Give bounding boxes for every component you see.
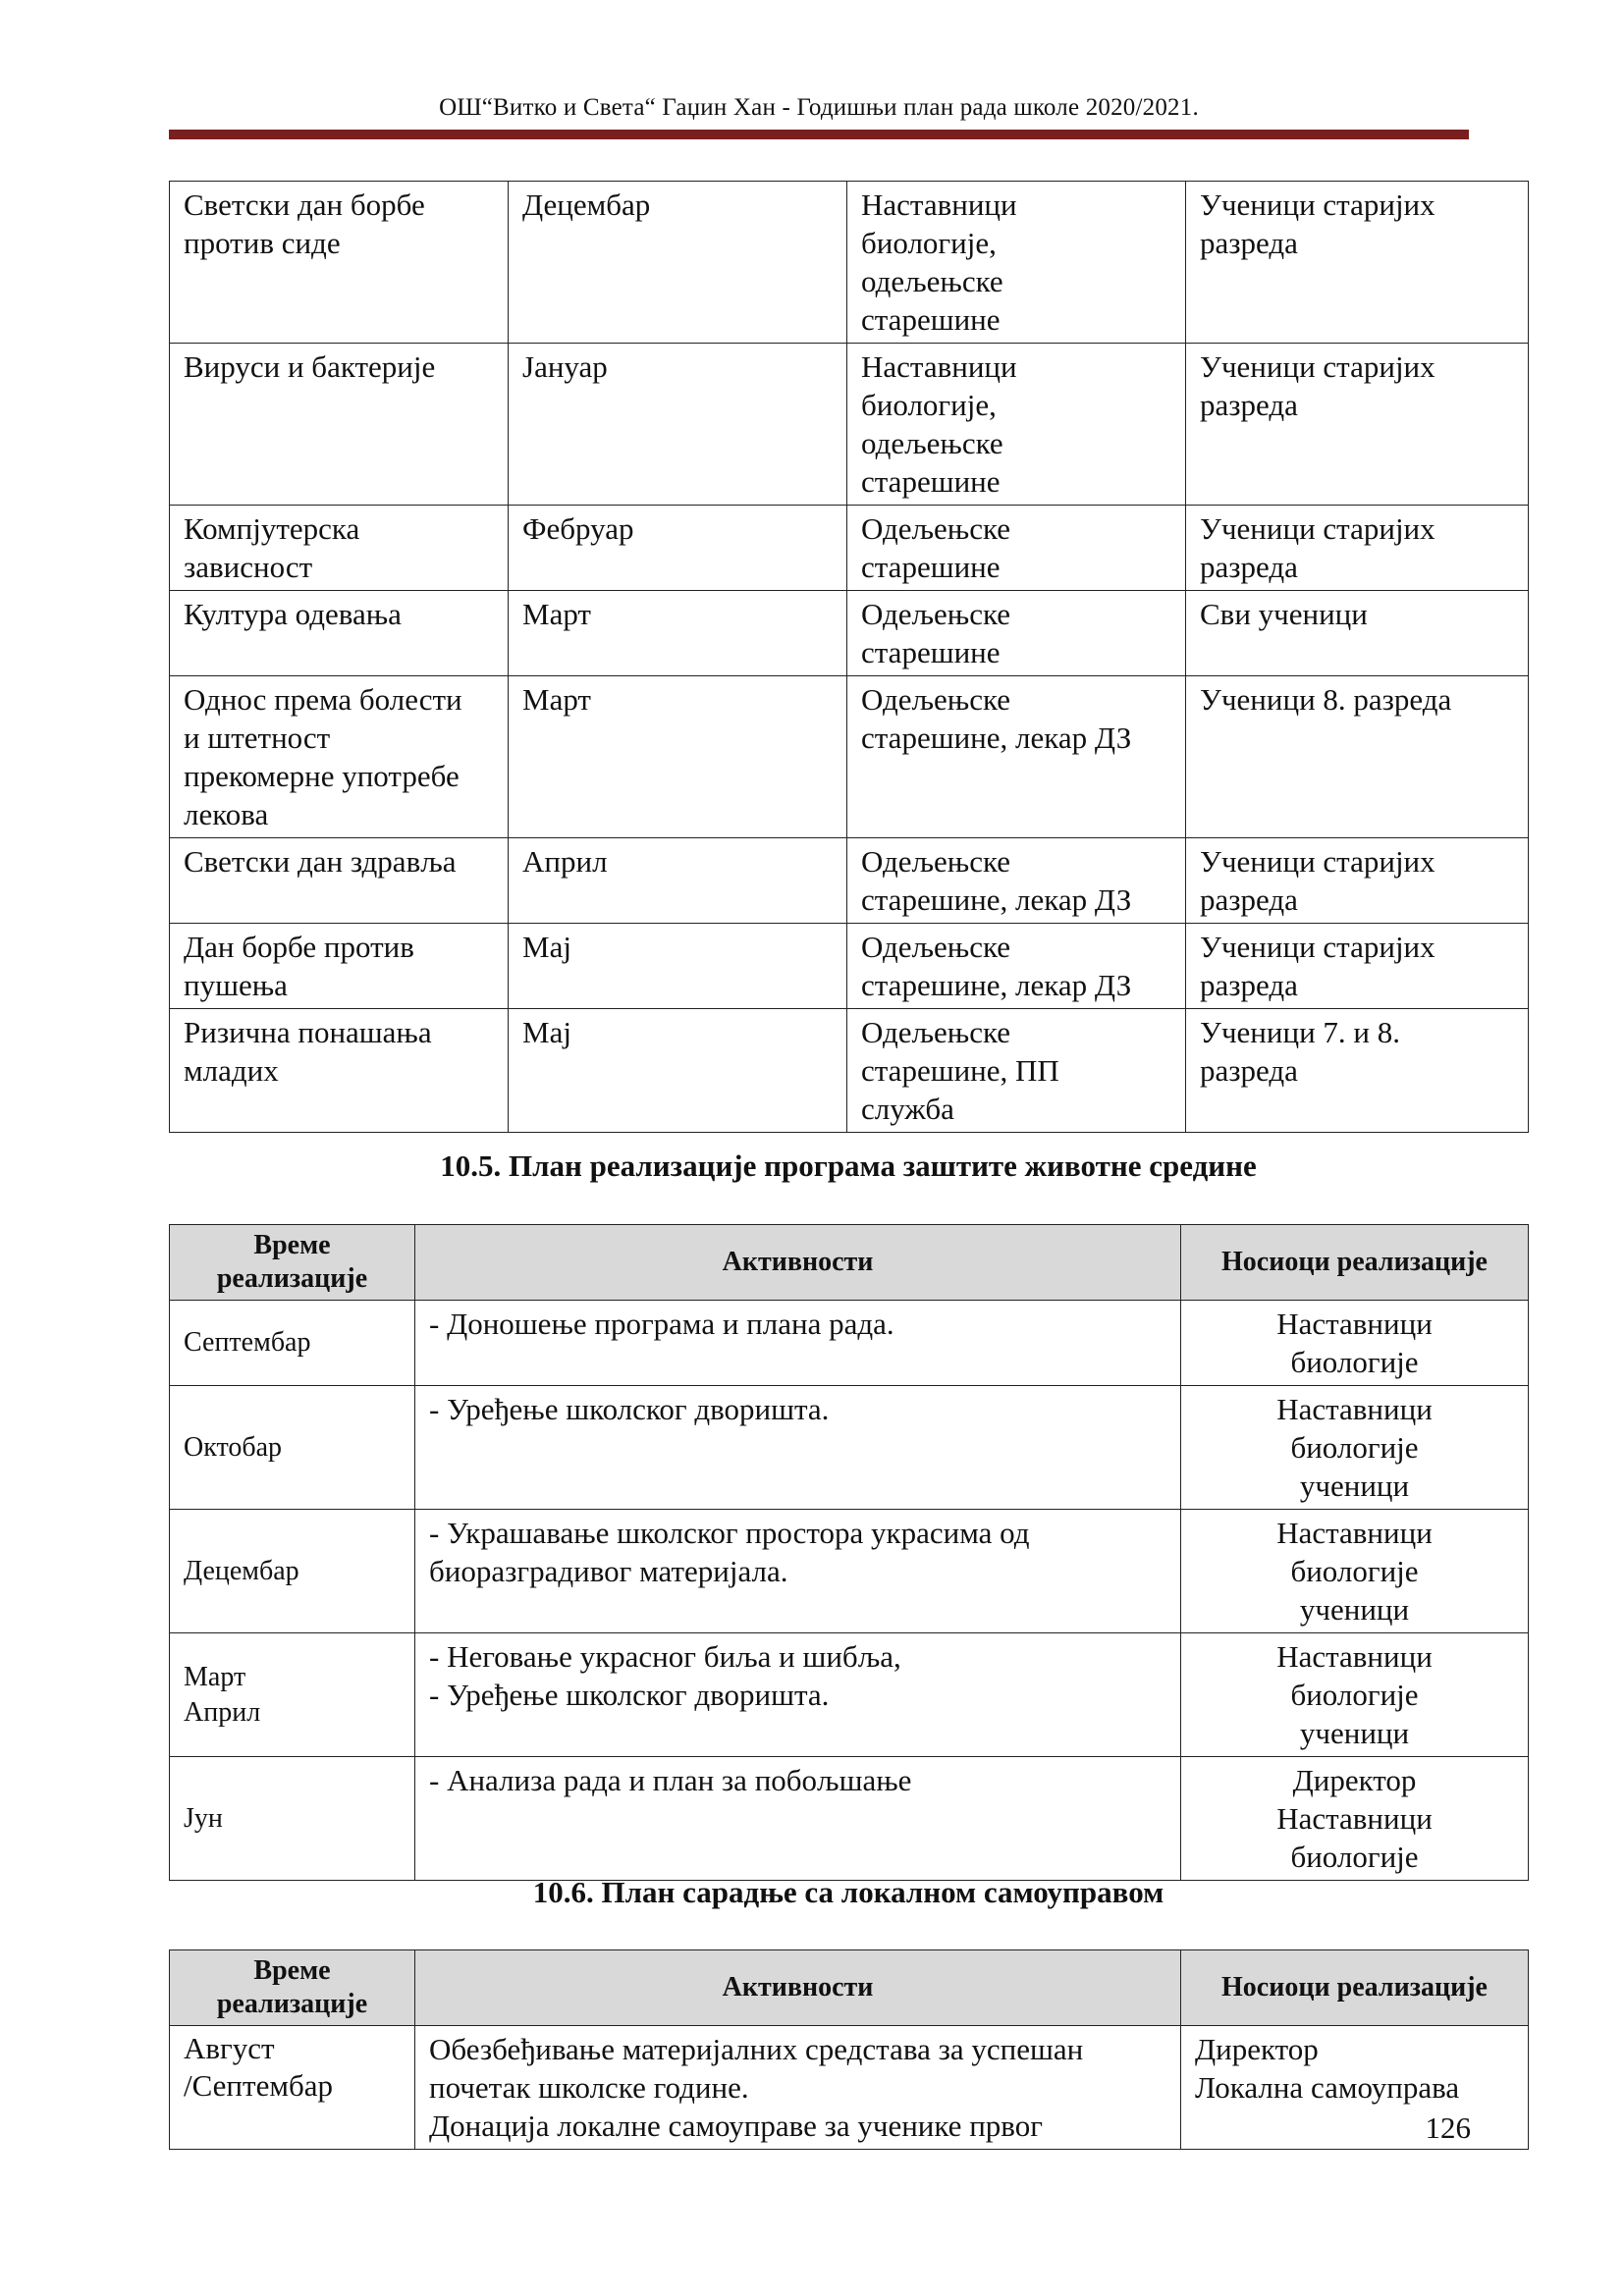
time-cell (509, 344, 847, 506)
carriers-cell-line: биологије, (861, 226, 997, 260)
carriers-cell (847, 838, 1186, 924)
activity-cell (170, 838, 509, 924)
activity-cell-line: лекова (184, 797, 269, 831)
carriers-cell-line: Одељењске (861, 930, 1011, 964)
health-program-table (169, 181, 1529, 1133)
time-cell (170, 1757, 415, 1881)
time-cell-line: Октобар (184, 1431, 282, 1463)
section-title-10-6: 10.6. План сарадње са локалном самоуправом (532, 1875, 1164, 1909)
time-cell (509, 838, 847, 924)
activity-cell-line: Култура одевања (184, 597, 402, 631)
section-title-10-5: 10.5. План реализације програма заштите животне средине (440, 1148, 1257, 1183)
carriers-cell (847, 591, 1186, 676)
activities-cell-line: - Анализа рада и план за побољшање (429, 1763, 912, 1797)
carriers-cell-line: Наставници (1276, 1639, 1433, 1674)
header-carriers: Носиоци реализације (1181, 1225, 1529, 1301)
table-row (170, 924, 1529, 1009)
time-cell-line: Септембар (184, 1327, 311, 1358)
participants-cell (1186, 506, 1529, 591)
participants-cell (1186, 676, 1529, 838)
participants-cell-line: разреда (1200, 550, 1298, 584)
activities-cell-line: Обезбеђивање материјалних средстава за успешан (429, 2032, 1084, 2066)
carriers-cell (1181, 1510, 1529, 1633)
time-cell-line: Март (522, 682, 591, 717)
carriers-cell (1181, 1633, 1529, 1757)
activity-cell (170, 924, 509, 1009)
activity-cell-line: Светски дан здравља (184, 844, 457, 879)
participants-cell-line: Сви ученици (1200, 597, 1368, 631)
time-cell-line: Јун (184, 1802, 223, 1834)
carriers-cell-line: старешине (861, 550, 1001, 584)
carriers-cell-line: биологије (1290, 1345, 1419, 1379)
carriers-cell (847, 676, 1186, 838)
carriers-cell-line: старешине (861, 302, 1001, 337)
health-program-table-body (170, 182, 1529, 1133)
time-cell-line: Април (522, 844, 608, 879)
carriers-cell-line: Одељењске (861, 511, 1011, 546)
carriers-cell-line: биологије, (861, 388, 997, 422)
participants-cell-line: Ученици 8. разреда (1200, 682, 1452, 717)
time-cell-line: Мај (522, 930, 571, 964)
carriers-cell (1181, 1757, 1529, 1881)
time-cell (509, 506, 847, 591)
table-header-row (170, 1225, 1529, 1301)
carriers-cell-line: биологије (1290, 1430, 1419, 1465)
activities-cell-line: почетак школске године. (429, 2070, 749, 2105)
time-cell (170, 1633, 415, 1757)
participants-cell-line: разреда (1200, 968, 1298, 1002)
activity-cell (170, 182, 509, 344)
activities-cell (415, 1301, 1181, 1386)
carriers-cell (1181, 2026, 1529, 2150)
table-row (170, 506, 1529, 591)
activities-cell-line: - Уређење школског дворишта. (429, 1392, 830, 1426)
table-row (170, 344, 1529, 506)
carriers-cell-line: биологије (1290, 1678, 1419, 1712)
carriers-cell (1181, 1301, 1529, 1386)
page-number: 126 (1425, 2110, 1471, 2145)
carriers-cell-line: Наставници (1276, 1392, 1433, 1426)
carriers-cell (1181, 1386, 1529, 1510)
header-activities: Активности (415, 1950, 1181, 2026)
activities-cell (415, 2026, 1181, 2150)
table-row (170, 1009, 1529, 1133)
time-cell-line: Децембар (184, 1555, 299, 1586)
time-cell (509, 1009, 847, 1133)
activities-cell (415, 1386, 1181, 1510)
environment-program-table (169, 1224, 1529, 1881)
carriers-cell-line: Наставници (1276, 1516, 1433, 1550)
participants-cell (1186, 838, 1529, 924)
activities-cell-line: - Украшавање школског простора украсима од (429, 1516, 1030, 1550)
time-cell (509, 591, 847, 676)
activity-cell (170, 1009, 509, 1133)
carriers-cell-line: одељењске (861, 426, 1003, 460)
time-cell-line: Јануар (522, 349, 608, 384)
activities-cell (415, 1510, 1181, 1633)
header-time: Време реализације (170, 1225, 415, 1301)
time-cell-line: Април (184, 1696, 261, 1728)
activities-cell (415, 1633, 1181, 1757)
time-cell (509, 182, 847, 344)
time-cell (170, 2026, 415, 2150)
activities-cell-line: биоразградивог материјала. (429, 1554, 788, 1588)
carriers-cell-line: старешине, лекар ДЗ (861, 721, 1132, 755)
carriers-cell-line: старешине (861, 464, 1001, 499)
activity-cell-line: Светски дан борбе (184, 187, 425, 222)
carriers-cell-line: ученици (1299, 1716, 1410, 1750)
carriers-cell-line: Директор (1292, 1763, 1417, 1797)
table-row (170, 1757, 1529, 1881)
header-time: Време реализације (170, 1950, 415, 2026)
table-row (170, 1386, 1529, 1510)
participants-cell-line: Ученици старијих (1200, 349, 1435, 384)
participants-cell (1186, 924, 1529, 1009)
participants-cell-line: разреда (1200, 226, 1298, 260)
carriers-cell-line: ученици (1299, 1592, 1410, 1627)
header-rule (169, 130, 1469, 139)
participants-cell-line: Ученици старијих (1200, 930, 1435, 964)
carriers-cell-line: старешине, ПП (861, 1053, 1059, 1088)
participants-cell-line: Ученици старијих (1200, 844, 1435, 879)
header-activities: Активности (415, 1225, 1181, 1301)
participants-cell (1186, 344, 1529, 506)
carriers-cell (847, 1009, 1186, 1133)
page-header: ОШ“Витко и Света“ Гаџин Хан - Годишњи план рада школе 2020/2021. (439, 94, 1199, 121)
header-carriers: Носиоци реализације (1181, 1950, 1529, 2026)
activity-cell-line: против сиде (184, 226, 341, 260)
carriers-cell-line: старешине, лекар ДЗ (861, 882, 1132, 917)
carriers-cell-line: одељењске (861, 264, 1003, 298)
carriers-cell-line: Одељењске (861, 682, 1011, 717)
time-cell-line: Март (522, 597, 591, 631)
carriers-cell-line: Одељењске (861, 597, 1011, 631)
carriers-cell-line: старешине, лекар ДЗ (861, 968, 1132, 1002)
participants-cell-line: разреда (1200, 388, 1298, 422)
time-cell (170, 1510, 415, 1633)
activity-cell-line: Вируси и бактерије (184, 349, 436, 384)
table-row (170, 591, 1529, 676)
local-government-table-body (170, 2026, 1529, 2150)
table-header-row (170, 1950, 1529, 2026)
carriers-cell-line: ученици (1299, 1468, 1410, 1503)
carriers-cell-line: Наставници (861, 349, 1017, 384)
time-cell-line: /Септембар (184, 2068, 333, 2103)
activity-cell (170, 676, 509, 838)
carriers-cell-line: служба (861, 1092, 954, 1126)
table-row (170, 676, 1529, 838)
time-cell (170, 1301, 415, 1386)
carriers-cell-line: Одељењске (861, 1015, 1011, 1049)
participants-cell (1186, 591, 1529, 676)
activity-cell (170, 344, 509, 506)
local-government-table (169, 1949, 1529, 2150)
time-cell-line: Фебруар (522, 511, 634, 546)
carriers-cell-line: старешине (861, 635, 1001, 669)
activity-cell-line: Ризична понашања (184, 1015, 432, 1049)
table-row (170, 182, 1529, 344)
activity-cell-line: младих (184, 1053, 279, 1088)
activity-cell-line: Компјутерска (184, 511, 360, 546)
participants-cell-line: разреда (1200, 1053, 1298, 1088)
activities-cell-line: - Доношење програма и плана рада. (429, 1307, 894, 1341)
time-cell (170, 1386, 415, 1510)
time-cell-line: Децембар (522, 187, 651, 222)
participants-cell-line: разреда (1200, 882, 1298, 917)
carriers-cell-line: Наставници (1276, 1307, 1433, 1341)
carriers-cell-line: Наставници (861, 187, 1017, 222)
participants-cell (1186, 182, 1529, 344)
carriers-cell (847, 344, 1186, 506)
activity-cell-line: пушења (184, 968, 288, 1002)
carriers-cell-line: Локална самоуправа (1195, 2070, 1460, 2105)
carriers-cell-line: биологије (1290, 1554, 1419, 1588)
participants-cell (1186, 1009, 1529, 1133)
activity-cell-line: Дан борбе против (184, 930, 414, 964)
time-cell (509, 924, 847, 1009)
table-row (170, 2026, 1529, 2150)
table-row (170, 1633, 1529, 1757)
activity-cell (170, 591, 509, 676)
time-cell (509, 676, 847, 838)
activities-cell-line: - Уређење школског дворишта. (429, 1678, 830, 1712)
activities-cell-line: - Неговање украсног биља и шибља, (429, 1639, 901, 1674)
activity-cell-line: прекомерне употребе (184, 759, 460, 793)
carriers-cell (847, 182, 1186, 344)
table-row (170, 838, 1529, 924)
activities-cell (415, 1757, 1181, 1881)
participants-cell-line: Ученици старијих (1200, 511, 1435, 546)
carriers-cell-line: Наставници (1276, 1801, 1433, 1836)
carriers-cell-line: биологије (1290, 1840, 1419, 1874)
activity-cell-line: зависност (184, 550, 313, 584)
time-cell-line: Мај (522, 1015, 571, 1049)
activity-cell (170, 506, 509, 591)
environment-program-table-body (170, 1301, 1529, 1881)
carriers-cell (847, 506, 1186, 591)
table-row (170, 1510, 1529, 1633)
participants-cell-line: Ученици 7. и 8. (1200, 1015, 1400, 1049)
participants-cell-line: Ученици старијих (1200, 187, 1435, 222)
activity-cell-line: и штетност (184, 721, 331, 755)
carriers-cell (847, 924, 1186, 1009)
carriers-cell-line: Одељењске (861, 844, 1011, 879)
activities-cell-line: Донација локалне самоуправе за ученике првог (429, 2109, 1043, 2143)
activity-cell-line: Однос према болести (184, 682, 462, 717)
table-row (170, 1301, 1529, 1386)
carriers-cell-line: Директор (1195, 2032, 1319, 2066)
time-cell-line: Август (184, 2031, 275, 2065)
time-cell-line: Март (184, 1661, 246, 1692)
